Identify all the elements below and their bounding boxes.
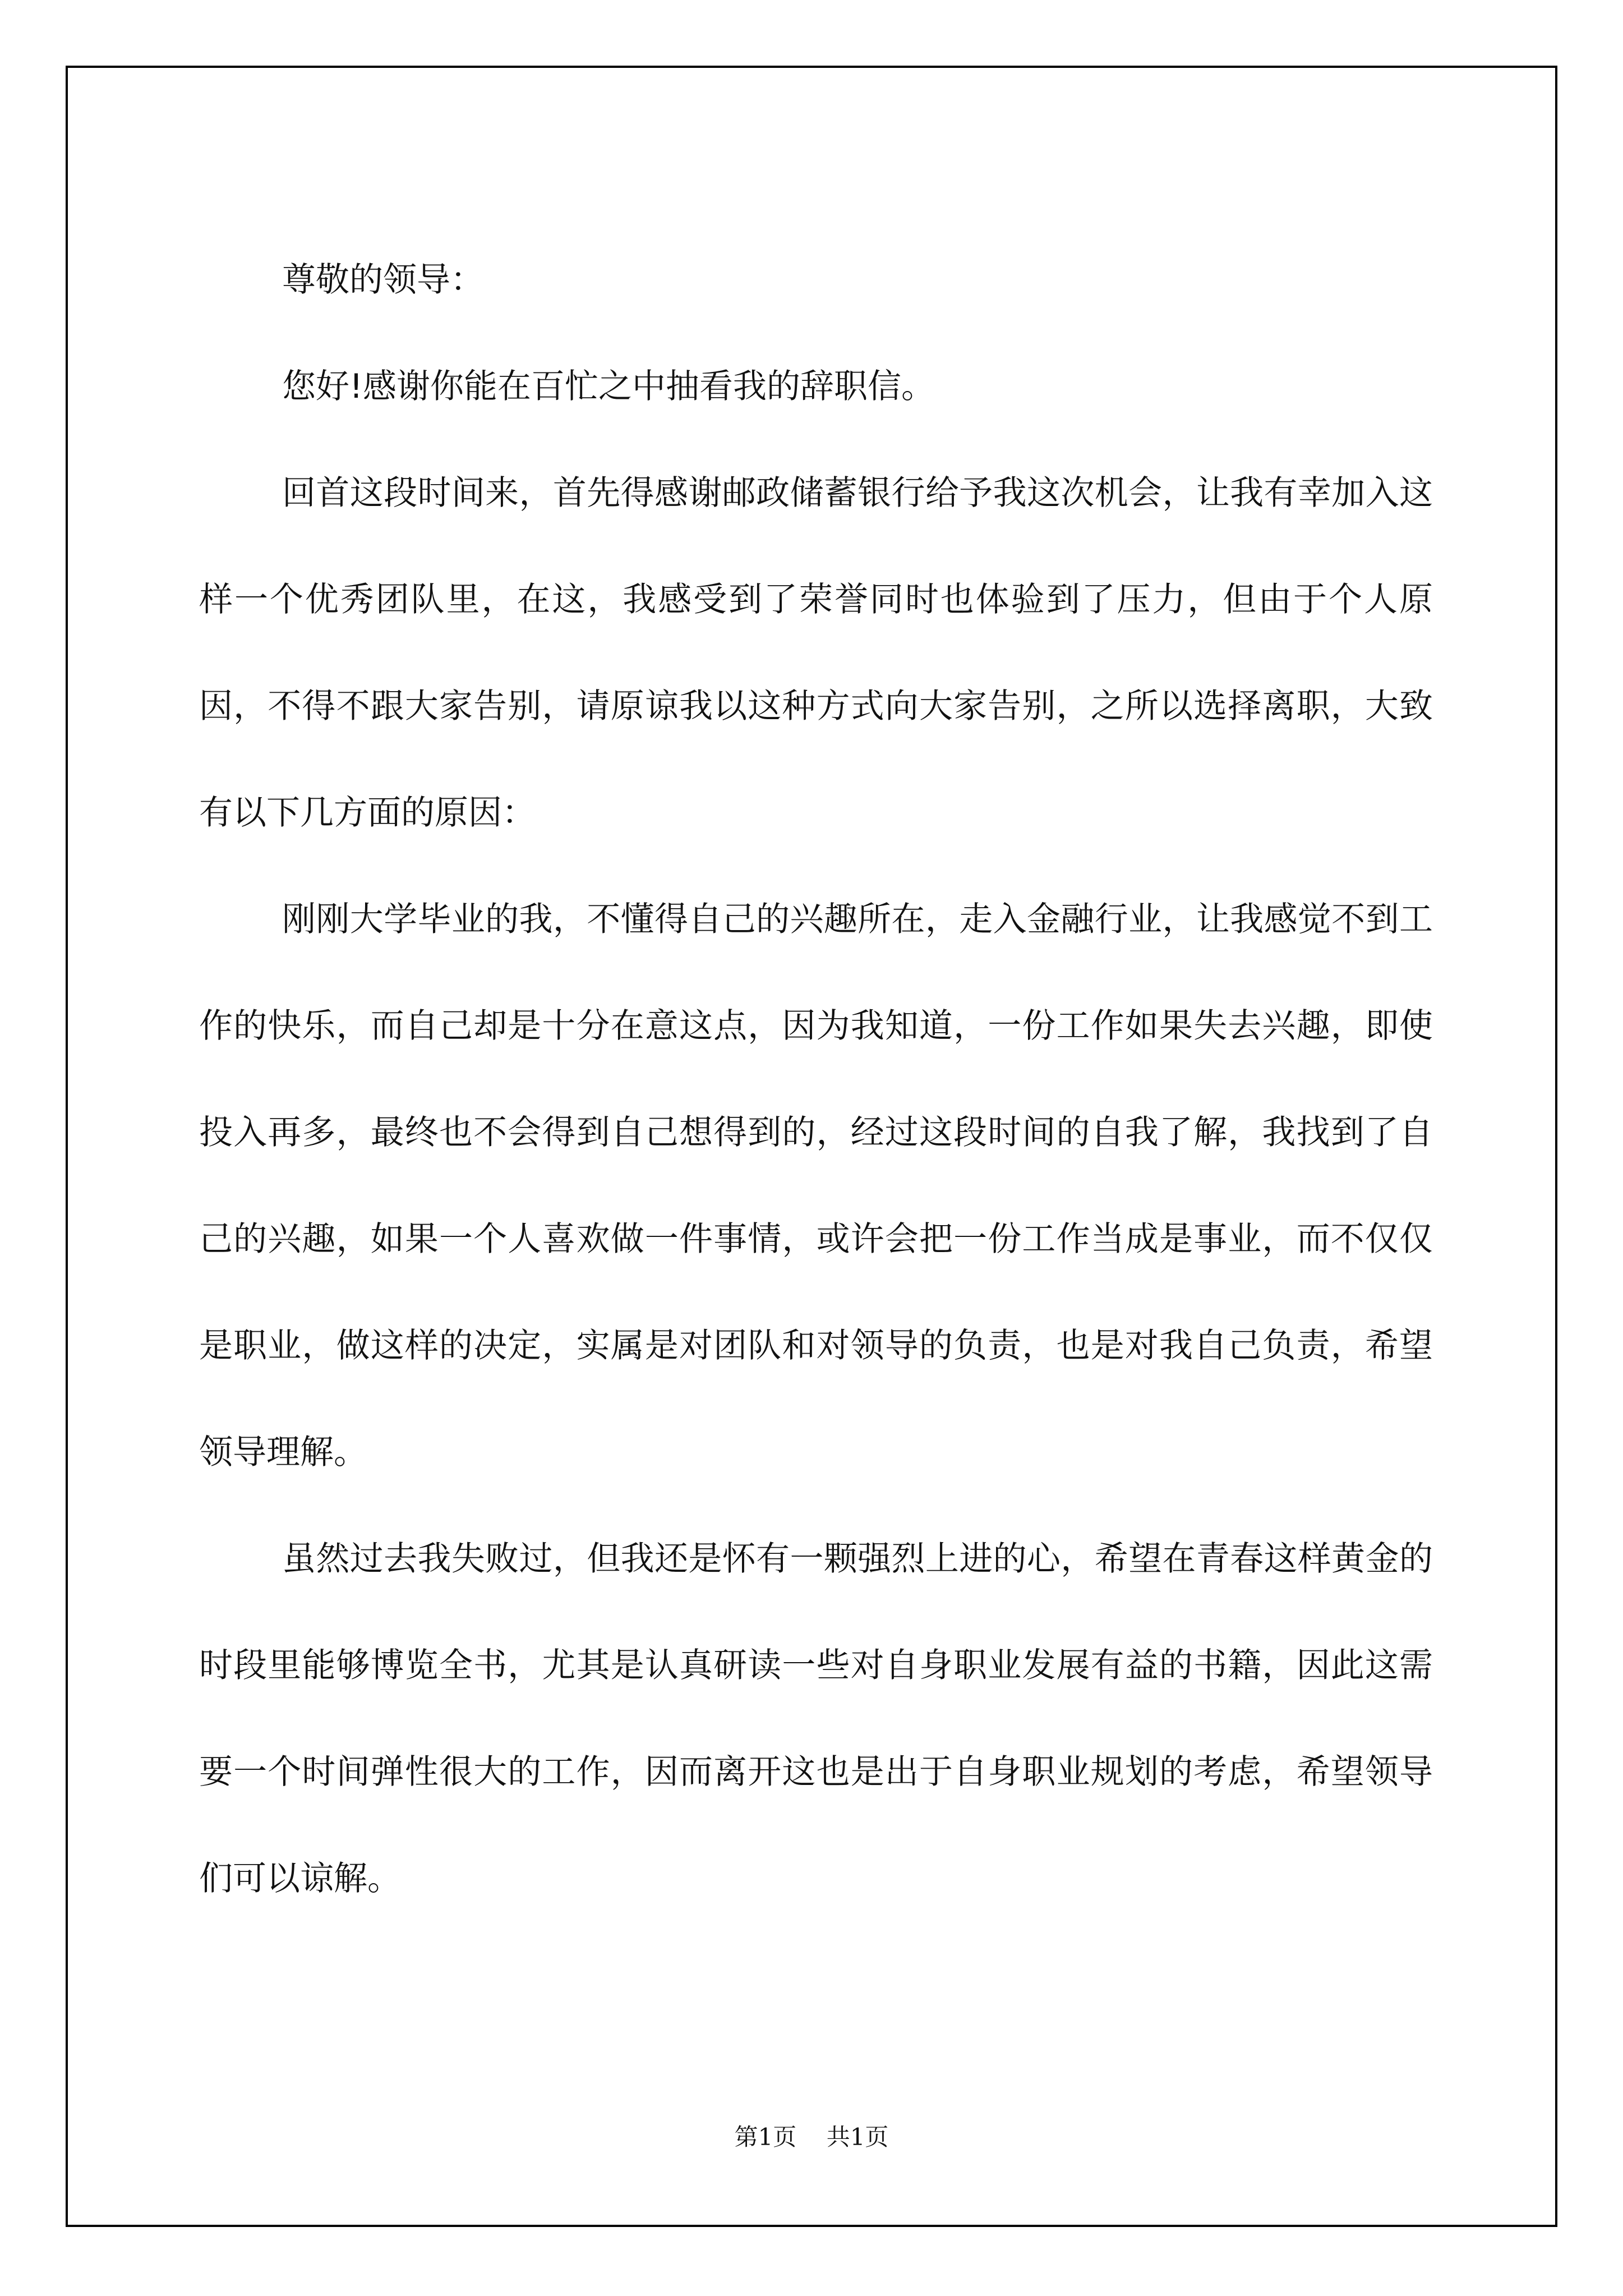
- paragraph-reason-career: 虽然过去我失败过，但我还是怀有一颗强烈上进的心，希望在青春这样黄金的时段里能够博览全书，尤其是认真研读一些对自身职业发展有益的书籍，因此这需要一个时间弹性很大的工作，因而离开这也是出于自身职业规划的考虑，希望领导们可以谅解。: [199, 1539, 1433, 1898]
- salutation: 尊敬的领导：: [282, 260, 484, 300]
- page-footer: [0, 2120, 1623, 2154]
- paragraph-reason-interest: 刚刚大学毕业的我，不懂得自己的兴趣所在，走入金融行业，让我感觉不到工作的快乐，而自己却是十分在意这点，因为我知道，一份工作如果失去兴趣，即使投入再多，最终也不会得到自己想得到的，经过这段时间的自我了解，我找到了自己的兴趣，如果一个人喜欢做一件事情，或许会把一份工作当成是事业，而不仅仅是职业，做这样的决定，实属是对团队和对领导的负责，也是对我自己负责，希望领导理解。: [199, 900, 1433, 1472]
- page-number: 第1页: [734, 2123, 797, 2151]
- paragraph-reflection: 回首这段时间来，首先得感谢邮政储蓄银行给予我这次机会，让我有幸加入这样一个优秀团队里，在这，我感受到了荣誉同时也体验到了压力，但由于个人原因，不得不跟大家告别，请原谅我以这种方式向大家告别，之所以选择离职，大致有以下几方面的原因：: [199, 473, 1433, 832]
- paragraph-greeting: 您好!感谢你能在百忙之中抽看我的辞职信。: [282, 367, 935, 406]
- letter-body: [199, 227, 1433, 1932]
- page-total: 共1页: [826, 2123, 889, 2151]
